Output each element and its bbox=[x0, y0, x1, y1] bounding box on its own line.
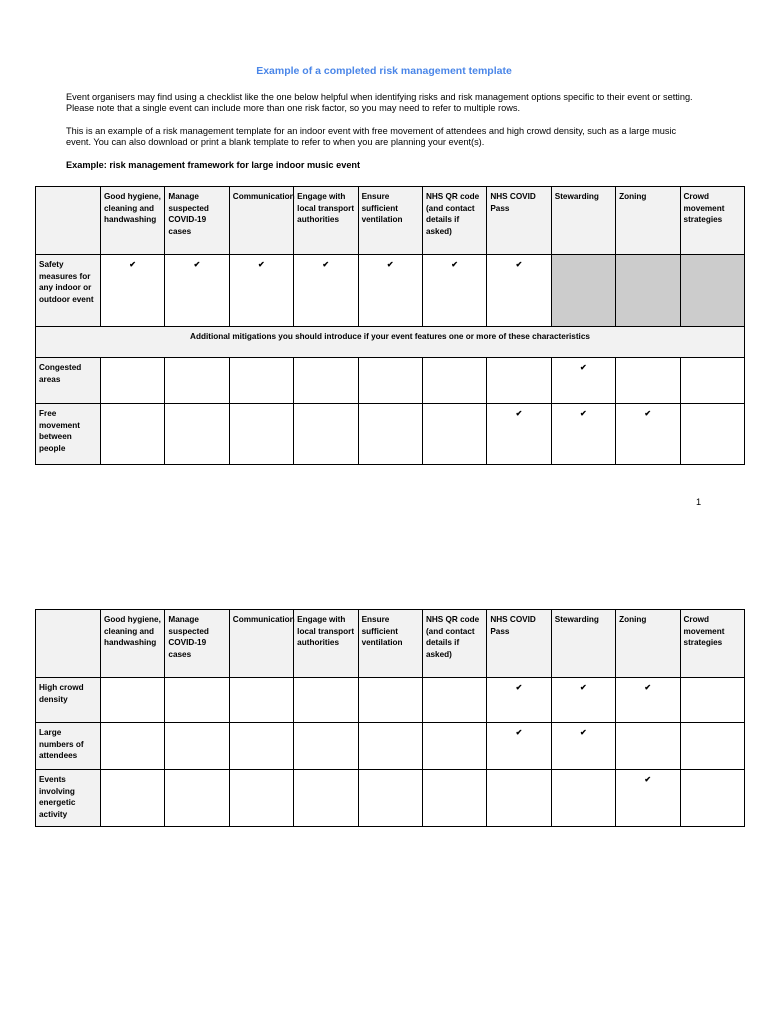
column-header: Stewarding bbox=[551, 187, 615, 255]
column-header: Good hygiene, cleaning and handwashing bbox=[101, 187, 165, 255]
column-header: Ensure sufficient ventilation bbox=[358, 187, 422, 255]
shaded-cell bbox=[680, 255, 744, 327]
table-header-row bbox=[36, 187, 745, 255]
example-paragraph: This is an example of a risk management template for an indoor event with free movement of attendees and high crowd density, such as a large music event. You can also download or print a blank template to refer to when you are planning your event(s). bbox=[66, 126, 677, 147]
column-header: NHS QR code (and contact details if asked) bbox=[422, 187, 486, 255]
column-header: Manage suspected COVID-19 cases bbox=[165, 187, 229, 255]
empty-cell bbox=[680, 358, 744, 404]
empty-cell bbox=[229, 404, 293, 465]
empty-cell bbox=[358, 358, 422, 404]
empty-cell bbox=[487, 358, 551, 404]
empty-cell bbox=[165, 678, 229, 723]
column-header: Manage suspected COVID-19 cases bbox=[165, 610, 229, 678]
check-icon: ✔ bbox=[165, 255, 229, 327]
empty-cell bbox=[551, 770, 615, 827]
column-header: Ensure sufficient ventilation bbox=[358, 610, 422, 678]
empty-cell bbox=[616, 723, 680, 770]
empty-cell bbox=[294, 723, 358, 770]
check-icon: ✔ bbox=[487, 723, 551, 770]
empty-cell bbox=[294, 678, 358, 723]
row-label: Large numbers of attendees bbox=[36, 723, 101, 770]
empty-cell bbox=[358, 723, 422, 770]
empty-cell bbox=[165, 770, 229, 827]
check-icon: ✔ bbox=[358, 255, 422, 327]
empty-cell bbox=[101, 770, 165, 827]
risk-table-1 bbox=[35, 186, 745, 465]
column-header: NHS QR code (and contact details if asked) bbox=[422, 610, 486, 678]
empty-cell bbox=[680, 723, 744, 770]
column-header: Communication bbox=[229, 610, 293, 678]
column-header: NHS COVID Pass bbox=[487, 187, 551, 255]
example-subheading: Example: risk management framework for large indoor music event bbox=[66, 160, 361, 170]
empty-cell bbox=[229, 723, 293, 770]
row-label: Safety measures for any indoor or outdoor event bbox=[36, 255, 101, 327]
table-header-row bbox=[36, 610, 745, 678]
empty-cell bbox=[422, 678, 486, 723]
empty-cell bbox=[358, 404, 422, 465]
check-icon: ✔ bbox=[487, 678, 551, 723]
column-header: Good hygiene, cleaning and handwashing bbox=[101, 610, 165, 678]
intro-paragraph: Event organisers may find using a checklist like the one below helpful when identifying risks and risk management options specific to their event or setting. Please note that a single event can include more than one risk factor, so you may need to refer to multiple rows. bbox=[66, 92, 693, 113]
check-icon: ✔ bbox=[551, 404, 615, 465]
additional-mitigations-label: Additional mitigations you should introduce if your event features one or more of these characteristics bbox=[36, 327, 745, 358]
empty-cell bbox=[101, 723, 165, 770]
corner-cell bbox=[36, 187, 101, 255]
empty-cell bbox=[294, 404, 358, 465]
check-icon: ✔ bbox=[551, 358, 615, 404]
empty-cell bbox=[680, 770, 744, 827]
row-label: Free movement between people bbox=[36, 404, 101, 465]
check-icon: ✔ bbox=[616, 404, 680, 465]
empty-cell bbox=[294, 358, 358, 404]
empty-cell bbox=[229, 770, 293, 827]
empty-cell bbox=[422, 770, 486, 827]
section-divider-row bbox=[36, 327, 745, 358]
table-row bbox=[36, 770, 745, 827]
risk-table-2 bbox=[35, 609, 745, 827]
empty-cell bbox=[422, 723, 486, 770]
corner-cell bbox=[36, 610, 101, 678]
check-icon: ✔ bbox=[487, 404, 551, 465]
shaded-cell bbox=[616, 255, 680, 327]
page-number: 1 bbox=[696, 497, 702, 507]
row-label: Events involving energetic activity bbox=[36, 770, 101, 827]
empty-cell bbox=[358, 678, 422, 723]
empty-cell bbox=[229, 358, 293, 404]
check-icon: ✔ bbox=[551, 723, 615, 770]
empty-cell bbox=[229, 678, 293, 723]
empty-cell bbox=[358, 770, 422, 827]
check-icon: ✔ bbox=[229, 255, 293, 327]
column-header: Zoning bbox=[616, 187, 680, 255]
shaded-cell bbox=[551, 255, 615, 327]
empty-cell bbox=[422, 358, 486, 404]
check-icon: ✔ bbox=[101, 255, 165, 327]
empty-cell bbox=[487, 770, 551, 827]
column-header: Communication bbox=[229, 187, 293, 255]
column-header: Zoning bbox=[616, 610, 680, 678]
empty-cell bbox=[101, 678, 165, 723]
column-header: Crowd movement strategies bbox=[680, 610, 744, 678]
table-row bbox=[36, 255, 745, 327]
empty-cell bbox=[294, 770, 358, 827]
empty-cell bbox=[616, 358, 680, 404]
column-header: Crowd movement strategies bbox=[680, 187, 744, 255]
row-label: Congested areas bbox=[36, 358, 101, 404]
empty-cell bbox=[101, 358, 165, 404]
empty-cell bbox=[422, 404, 486, 465]
column-header: NHS COVID Pass bbox=[487, 610, 551, 678]
table-row bbox=[36, 723, 745, 770]
column-header: Engage with local transport authorities bbox=[294, 610, 358, 678]
check-icon: ✔ bbox=[616, 770, 680, 827]
empty-cell bbox=[165, 358, 229, 404]
table-row bbox=[36, 678, 745, 723]
column-header: Engage with local transport authorities bbox=[294, 187, 358, 255]
check-icon: ✔ bbox=[294, 255, 358, 327]
empty-cell bbox=[680, 678, 744, 723]
page-title: Example of a completed risk management template bbox=[256, 65, 512, 77]
table-row bbox=[36, 358, 745, 404]
row-label: High crowd density bbox=[36, 678, 101, 723]
table-row bbox=[36, 404, 745, 465]
empty-cell bbox=[165, 404, 229, 465]
empty-cell bbox=[165, 723, 229, 770]
check-icon: ✔ bbox=[551, 678, 615, 723]
empty-cell bbox=[680, 404, 744, 465]
column-header: Stewarding bbox=[551, 610, 615, 678]
check-icon: ✔ bbox=[487, 255, 551, 327]
check-icon: ✔ bbox=[422, 255, 486, 327]
empty-cell bbox=[101, 404, 165, 465]
check-icon: ✔ bbox=[616, 678, 680, 723]
